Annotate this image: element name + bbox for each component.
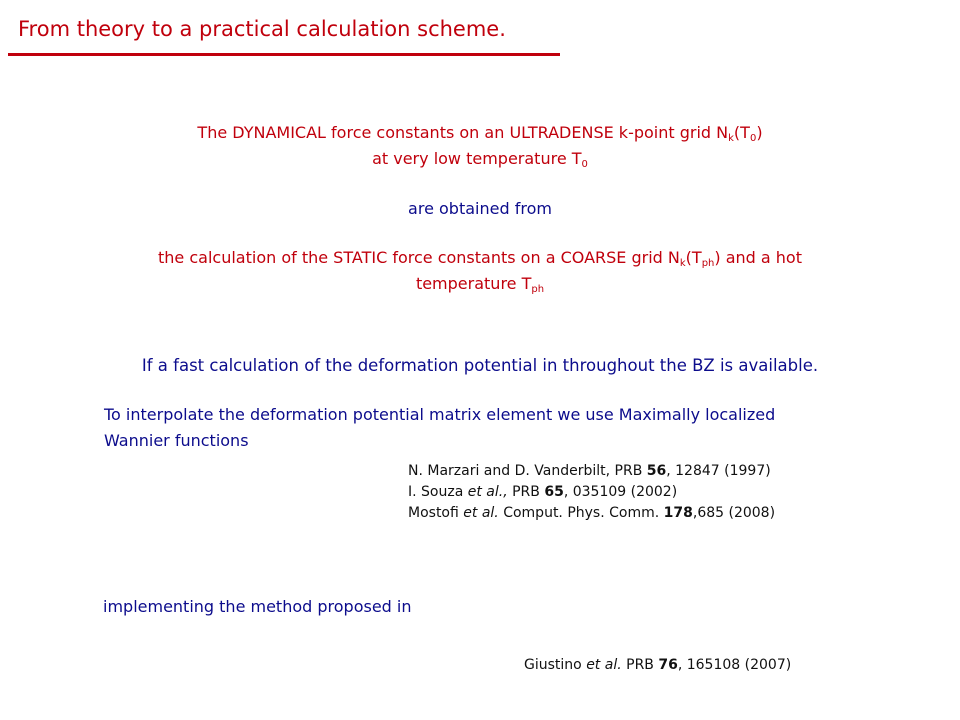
obtained-from-text: are obtained from [408, 199, 552, 218]
nk-subscript: k [728, 133, 734, 144]
ref-authors: Mostofi [408, 505, 464, 521]
ref-pages: , 035109 (2002) [563, 484, 678, 500]
ref-pages: , 165108 (2007) [677, 657, 792, 673]
reference-item [408, 461, 775, 482]
ref-volume: 178 [663, 505, 693, 521]
interpolate-paragraph [104, 402, 775, 454]
static-temperature-text: temperature T [415, 274, 532, 293]
ref-authors: N. Marzari and D. Vanderbilt, PRB [408, 463, 647, 479]
ref-etal: et al. [463, 505, 499, 521]
ref-authors: Giustino [524, 657, 587, 673]
ref-volume: 65 [544, 484, 564, 500]
dynamical-t-open: (T [733, 123, 750, 142]
dynamical-text: The DYNAMICAL force constants on an ULTRADENSE k-point grid N [197, 123, 729, 142]
reference-item [408, 482, 775, 503]
static-text: the calculation of the STATIC force constants on a COARSE grid N [158, 248, 680, 267]
interpolate-line-1: To interpolate the deformation potential matrix element we use Maximally localized [104, 405, 776, 424]
dynamical-line-1 [0, 120, 960, 146]
static-line-1 [0, 245, 960, 271]
ref-etal: et al. [586, 657, 622, 673]
tph-subscript: ph [701, 258, 715, 269]
dynamical-temperature-text: at very low temperature T [372, 149, 582, 168]
static-t-open: (T [685, 248, 702, 267]
static-t-close: ) and a hot [714, 248, 802, 267]
tph-subscript-2: ph [531, 284, 545, 295]
ref-pages: ,685 (2008) [692, 505, 776, 521]
dynamical-t-close: ) [756, 123, 763, 142]
ref-etal: et al., [467, 484, 508, 500]
reference-list [408, 461, 775, 524]
giustino-reference [524, 655, 791, 676]
ref-journal: Comput. Phys. Comm. [498, 505, 664, 521]
t0-subscript-2: 0 [581, 159, 588, 170]
title-underline [8, 53, 560, 56]
ref-volume: 76 [658, 657, 678, 673]
ref-volume: 56 [646, 463, 667, 479]
fast-calculation-text: If a fast calculation of the deformation potential in throughout the BZ is available. [141, 356, 819, 375]
ref-journal: PRB [507, 484, 545, 500]
page-title: From theory to a practical calculation scheme. [18, 17, 506, 41]
implementing-text: implementing the method proposed in [103, 597, 412, 616]
static-line-2 [0, 271, 960, 297]
static-nk-subscript: k [679, 258, 686, 269]
reference-item [408, 503, 775, 524]
t0-subscript: 0 [749, 133, 757, 144]
ref-pages: , 12847 (1997) [666, 463, 771, 479]
dynamical-line-2 [0, 146, 960, 172]
ref-authors: I. Souza [408, 484, 468, 500]
ref-journal: PRB [621, 657, 659, 673]
interpolate-line-2: Wannier functions [104, 431, 249, 450]
